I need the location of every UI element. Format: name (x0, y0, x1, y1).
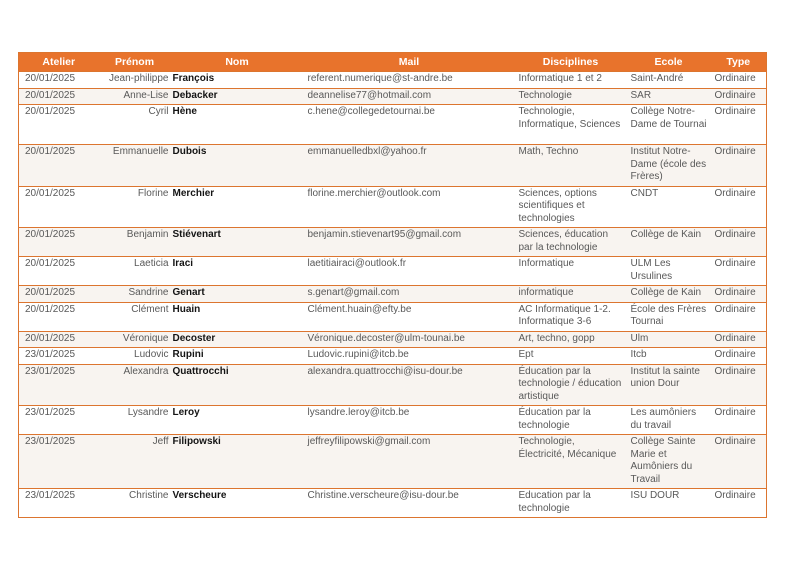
cell-type: Ordinaire (711, 88, 767, 105)
workshops-table (18, 52, 767, 518)
cell-ecole: Collège Notre-Dame de Tournai (627, 105, 711, 145)
table-row (19, 302, 767, 331)
cell-ecole: Itcb (627, 348, 711, 365)
cell-prenom: Jeff (99, 435, 171, 489)
cell-nom: Merchier (171, 186, 304, 228)
cell-disciplines: Sciences, éducation par la technologie (515, 228, 627, 257)
cell-ecole: CNDT (627, 186, 711, 228)
col-header-type: Type (711, 53, 767, 72)
cell-atelier: 20/01/2025 (19, 286, 99, 303)
cell-prenom: Christine (99, 489, 171, 518)
cell-nom: Debacker (171, 88, 304, 105)
cell-prenom: Anne-Lise (99, 88, 171, 105)
table-row (19, 145, 767, 187)
cell-disciplines: Ept (515, 348, 627, 365)
cell-ecole: ULM Les Ursulines (627, 257, 711, 286)
cell-nom: Quattrocchi (171, 364, 304, 406)
cell-nom: Genart (171, 286, 304, 303)
cell-nom: Leroy (171, 406, 304, 435)
cell-mail: Clément.huain@efty.be (304, 302, 515, 331)
cell-atelier: 23/01/2025 (19, 489, 99, 518)
col-header-atelier: Atelier (19, 53, 99, 72)
cell-atelier: 20/01/2025 (19, 257, 99, 286)
cell-atelier: 23/01/2025 (19, 364, 99, 406)
col-header-ecole: Ecole (627, 53, 711, 72)
table-row (19, 228, 767, 257)
cell-ecole: Collège Sainte Marie et Aumôniers du Travail (627, 435, 711, 489)
cell-atelier: 20/01/2025 (19, 88, 99, 105)
cell-type: Ordinaire (711, 331, 767, 348)
cell-nom: Filipowski (171, 435, 304, 489)
cell-ecole: Collège de Kain (627, 286, 711, 303)
table-row (19, 257, 767, 286)
table-row (19, 331, 767, 348)
cell-prenom: Cyril (99, 105, 171, 145)
cell-atelier: 23/01/2025 (19, 406, 99, 435)
table-row (19, 348, 767, 365)
cell-atelier: 20/01/2025 (19, 331, 99, 348)
cell-ecole: École des Frères Tournai (627, 302, 711, 331)
cell-disciplines: informatique (515, 286, 627, 303)
cell-disciplines: Éducation par la technologie / éducation artistique (515, 364, 627, 406)
cell-disciplines: AC Informatique 1-2. Informatique 3-6 (515, 302, 627, 331)
table-row (19, 435, 767, 489)
cell-type: Ordinaire (711, 348, 767, 365)
col-header-disciplines: Disciplines (515, 53, 627, 72)
cell-prenom: Florine (99, 186, 171, 228)
cell-ecole: Collège de Kain (627, 228, 711, 257)
cell-prenom: Ludovic (99, 348, 171, 365)
cell-prenom: Jean-philippe (99, 72, 171, 89)
cell-atelier: 20/01/2025 (19, 228, 99, 257)
cell-prenom: Benjamin (99, 228, 171, 257)
cell-disciplines: Technologie (515, 88, 627, 105)
header-row (19, 53, 767, 72)
cell-type: Ordinaire (711, 302, 767, 331)
cell-disciplines: Éducation par la technologie (515, 406, 627, 435)
cell-prenom: Laeticia (99, 257, 171, 286)
cell-mail: emmanuelledbxl@yahoo.fr (304, 145, 515, 187)
table-row (19, 88, 767, 105)
table-body (19, 72, 767, 518)
cell-nom: François (171, 72, 304, 89)
cell-mail: Ludovic.rupini@itcb.be (304, 348, 515, 365)
cell-type: Ordinaire (711, 186, 767, 228)
table-row (19, 489, 767, 518)
cell-mail: benjamin.stievenart95@gmail.com (304, 228, 515, 257)
cell-nom: Dubois (171, 145, 304, 187)
col-header-nom: Nom (171, 53, 304, 72)
cell-type: Ordinaire (711, 145, 767, 187)
cell-ecole: Les aumôniers du travail (627, 406, 711, 435)
cell-prenom: Véronique (99, 331, 171, 348)
cell-atelier: 20/01/2025 (19, 145, 99, 187)
cell-disciplines: Informatique 1 et 2 (515, 72, 627, 89)
cell-type: Ordinaire (711, 364, 767, 406)
cell-disciplines: Math, Techno (515, 145, 627, 187)
cell-disciplines: Education par la technologie (515, 489, 627, 518)
cell-ecole: SAR (627, 88, 711, 105)
table-row (19, 105, 767, 145)
cell-nom: Rupini (171, 348, 304, 365)
cell-nom: Stiévenart (171, 228, 304, 257)
cell-prenom: Alexandra (99, 364, 171, 406)
cell-mail: deannelise77@hotmail.com (304, 88, 515, 105)
cell-atelier: 20/01/2025 (19, 186, 99, 228)
cell-disciplines: Informatique (515, 257, 627, 286)
cell-type: Ordinaire (711, 257, 767, 286)
cell-mail: c.hene@collegedetournai.be (304, 105, 515, 145)
cell-mail: laetitiairaci@outlook.fr (304, 257, 515, 286)
table-row (19, 286, 767, 303)
cell-mail: jeffreyfilipowski@gmail.com (304, 435, 515, 489)
cell-mail: referent.numerique@st-andre.be (304, 72, 515, 89)
cell-nom: Iraci (171, 257, 304, 286)
cell-mail: Christine.verscheure@isu-dour.be (304, 489, 515, 518)
cell-atelier: 20/01/2025 (19, 302, 99, 331)
cell-type: Ordinaire (711, 406, 767, 435)
cell-atelier: 23/01/2025 (19, 348, 99, 365)
cell-prenom: Clément (99, 302, 171, 331)
cell-mail: lysandre.leroy@itcb.be (304, 406, 515, 435)
cell-atelier: 20/01/2025 (19, 105, 99, 145)
cell-mail: Véronique.decoster@ulm-tounai.be (304, 331, 515, 348)
table-row (19, 72, 767, 89)
table-row (19, 406, 767, 435)
cell-ecole: Ulm (627, 331, 711, 348)
cell-type: Ordinaire (711, 72, 767, 89)
cell-atelier: 23/01/2025 (19, 435, 99, 489)
cell-prenom: Emmanuelle (99, 145, 171, 187)
cell-nom: Hène (171, 105, 304, 145)
table-row (19, 364, 767, 406)
cell-type: Ordinaire (711, 435, 767, 489)
cell-disciplines: Technologie, Informatique, Sciences (515, 105, 627, 145)
cell-nom: Huain (171, 302, 304, 331)
cell-ecole: ISU DOUR (627, 489, 711, 518)
cell-ecole: Institut la sainte union Dour (627, 364, 711, 406)
cell-mail: s.genart@gmail.com (304, 286, 515, 303)
cell-type: Ordinaire (711, 286, 767, 303)
cell-nom: Verscheure (171, 489, 304, 518)
cell-type: Ordinaire (711, 489, 767, 518)
cell-type: Ordinaire (711, 228, 767, 257)
cell-mail: alexandra.quattrocchi@isu-dour.be (304, 364, 515, 406)
cell-ecole: Saint-André (627, 72, 711, 89)
cell-nom: Decoster (171, 331, 304, 348)
table-row (19, 186, 767, 228)
cell-atelier: 20/01/2025 (19, 72, 99, 89)
cell-mail: florine.merchier@outlook.com (304, 186, 515, 228)
col-header-prenom: Prénom (99, 53, 171, 72)
cell-disciplines: Art, techno, gopp (515, 331, 627, 348)
cell-prenom: Sandrine (99, 286, 171, 303)
cell-prenom: Lysandre (99, 406, 171, 435)
cell-ecole: Institut Notre-Dame (école des Frères) (627, 145, 711, 187)
cell-type: Ordinaire (711, 105, 767, 145)
cell-disciplines: Technologie, Électricité, Mécanique (515, 435, 627, 489)
col-header-mail: Mail (304, 53, 515, 72)
cell-disciplines: Sciences, options scientifiques et technologies (515, 186, 627, 228)
